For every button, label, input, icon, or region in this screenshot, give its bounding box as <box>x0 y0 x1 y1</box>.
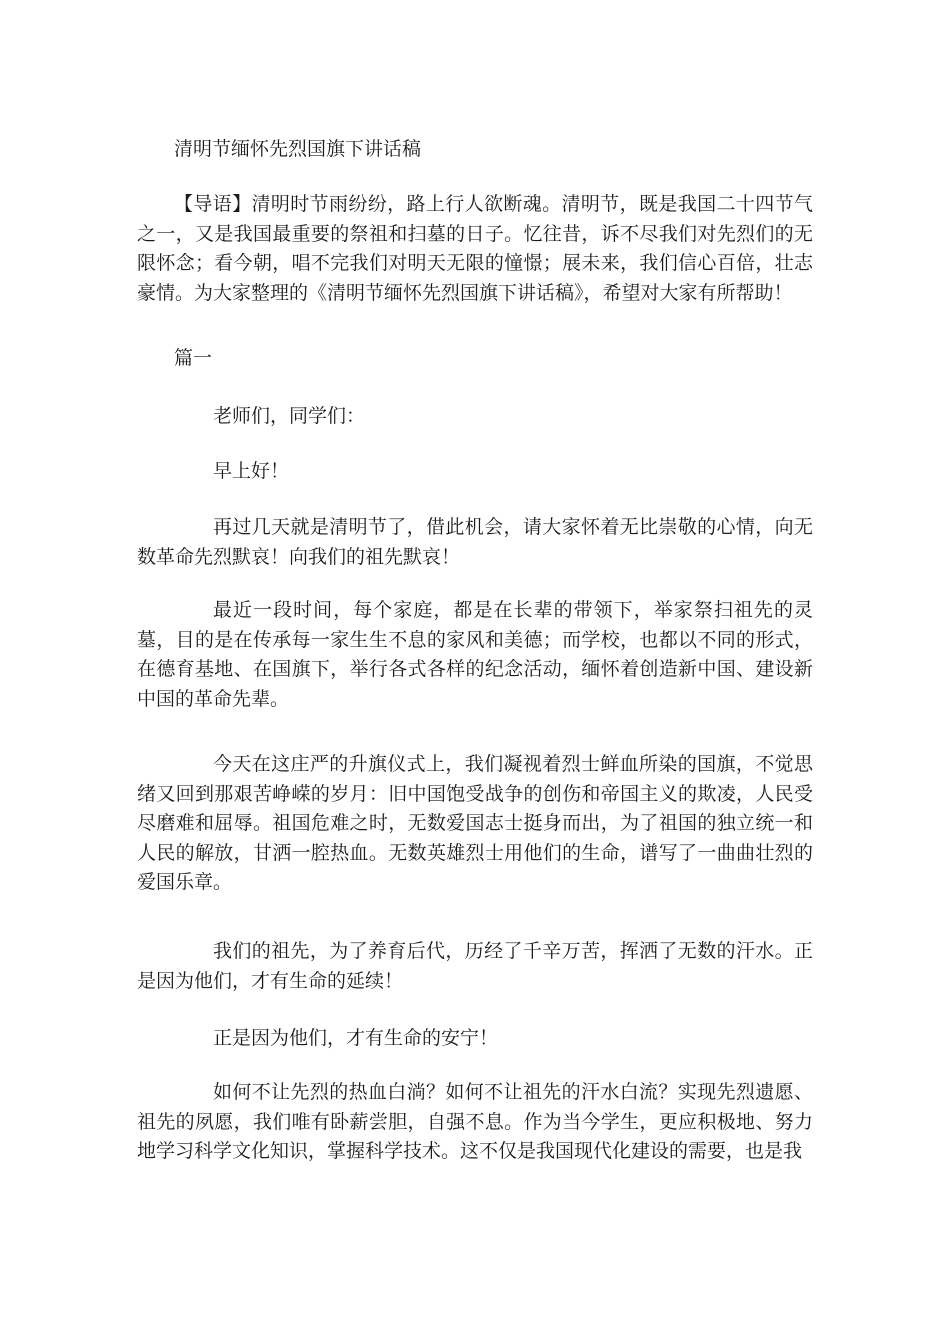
intro-paragraph: 【导语】清明时节雨纷纷，路上行人欲断魂。清明节，既是我国二十四节气之一，又是我国最重要的祭祖和扫墓的日子。忆往昔，诉不尽我们对先烈们的无限怀念；看今朝，唱不完我们对明天无限的憧憬；展未来，我们信心百倍，壮志豪情。为大家整理的《清明节缅怀先烈国旗下讲话稿》，希望对大家有所帮助！ <box>137 193 813 304</box>
section-label: 篇一 <box>174 347 213 369</box>
paragraph-1: 再过几天就是清明节了，借此机会，请大家怀着无比崇敬的心情，向无数革命先烈默哀！向我们的祖先默哀！ <box>137 516 813 568</box>
paragraph-3: 今天在这庄严的升旗仪式上，我们凝视着烈士鲜血所染的国旗，不觉思绪又回到那艰苦峥嵘的岁月：旧中国饱受战争的创伤和帝国主义的欺凌，人民受尽磨难和屈辱。祖国危难之时，无数爱国志士挺身而出，为了祖国的独立统一和人民的解放，甘洒一腔热血。无数英雄烈士用他们的生命，谱写了一曲曲壮烈的爱国乐章。 <box>137 753 813 893</box>
paragraph-2: 最近一段时间，每个家庭，都是在长辈的带领下，举家祭扫祖先的灵墓，目的是在传承每一家生生不息的家风和美德；而学校，也都以不同的形式，在德育基地、在国旗下，举行各式各样的纪念活动，缅怀着创造新中国、建设新中国的革命先辈。 <box>137 599 813 710</box>
greeting: 老师们，同学们： <box>213 405 366 427</box>
morning-greeting: 早上好！ <box>213 460 290 482</box>
paragraph-4: 我们的祖先，为了养育后代，历经了千辛万苦，挥洒了无数的汗水。正是因为他们，才有生命的延续！ <box>137 940 813 992</box>
paragraph-5: 正是因为他们，才有生命的安宁！ <box>213 1027 499 1049</box>
document-title: 清明节缅怀先烈国旗下讲话稿 <box>174 138 422 160</box>
paragraph-6: 如何不让先烈的热血白淌？如何不让祖先的汗水白流？实现先烈遗愿、祖先的夙愿，我们唯有卧薪尝胆，自强不息。作为当今学生，更应积极地、努力地学习科学文化知识，掌握科学技术。这不仅是我国现代化建设的需要，也是我 <box>137 1081 813 1162</box>
